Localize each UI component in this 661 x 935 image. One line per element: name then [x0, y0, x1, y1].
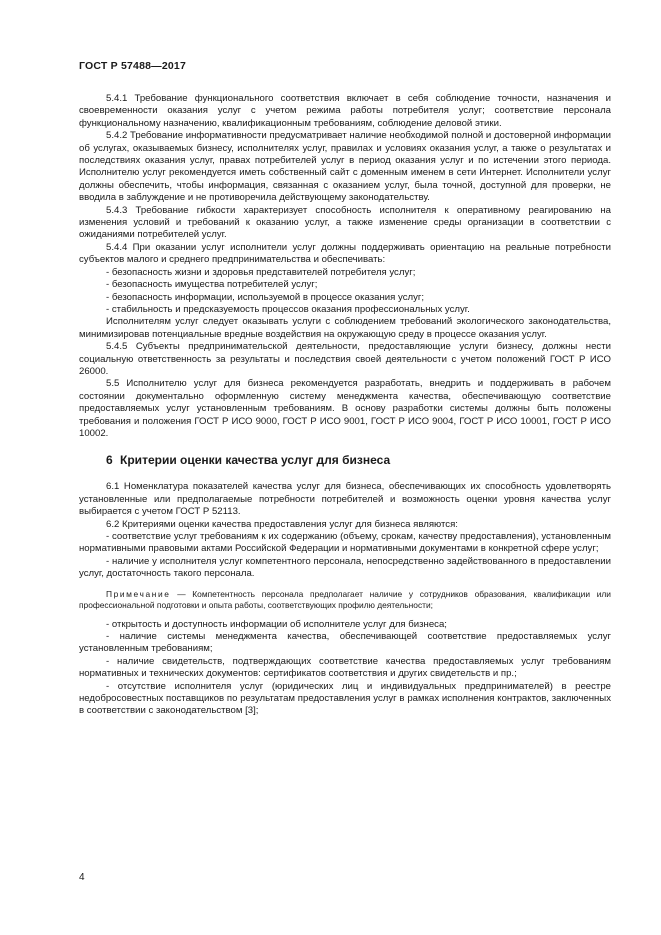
note-label: Примечание	[106, 588, 171, 599]
list-item: - отсутствие исполнителя услуг (юридических лиц и индивидуальных предпринимателей) в реестре недобросовестных поставщиков по результатам предоставления услуг в рамках исполнения контрактов, заключенных в соответствии с законодательством [3];	[79, 680, 611, 717]
list-item: - наличие свидетельств, подтверждающих соответствие качества предоставляемых услуг требованиям нормативных и технических документов: сертификатов соответствия и других свидетельств и пр.;	[79, 655, 611, 680]
page-number: 4	[79, 872, 85, 883]
list-item: - безопасность имущества потребителей услуг;	[106, 279, 318, 291]
note-text: — Компетентность персонала предполагает наличие у сотрудников образования, квалификации или профессиональной подготовки и опыта работы, соответствующих профилю деятельности;	[79, 588, 611, 610]
section-title: Критерии оценки качества услуг для бизнеса	[120, 453, 391, 468]
document-header: ГОСТ Р 57488—2017	[79, 60, 187, 72]
paragraph-ecology: Исполнителям услуг следует оказывать услуги с соблюдением требований экологического законодательства, минимизировав потенциальные вредные воздействия на окружающую среду в процессе оказания услуг.	[79, 316, 611, 340]
section-heading	[79, 453, 611, 467]
paragraph-5-4-3: 5.4.3 Требование гибкости характеризует способность исполнителя к оперативному реагированию на изменения условий и требований к оказанию услуг, а также изменение среды организации в соответствии с ожиданиями потребителей услуг.	[79, 204, 611, 241]
list-item: - стабильность и предсказуемость процессов оказания профессиональных услуг.	[106, 303, 470, 315]
paragraph-5-4-4: 5.4.4 При оказании услуг исполнители услуг должны поддерживать ориентацию на реальные потребности субъектов малого и среднего предпринимательства и обеспечивать:	[79, 241, 611, 266]
section-number: 6	[106, 453, 113, 468]
paragraph-5-4-5: 5.4.5 Субъекты предпринимательской деятельности, предоставляющие услуги бизнесу, должны нести социальную ответственность за результаты и последствия своей деятельности с учетом положений ГОСТ Р ИСО 26000.	[79, 341, 611, 377]
paragraph-5-4-2: 5.4.2 Требование информативности предусматривает наличие необходимой полной и достоверной информации об услугах, оказываемых бизнесу, исполнителях услуг, правилах и условиях оказания услуг, а также о результатах и последствиях оказания услуг, правах потребителей услуг в период оказания услуг и по истечении этого периода. Исполнителю услуг рекомендуется иметь собственный сайт с доменным именем в сети Интернет. Исполнители услуг должны обеспечить, чтобы информация, связанная с оказанием услуг, была точной, доступной для проверки, не вводила в заблуждение и не противоречила действующему законодательству.	[79, 130, 611, 204]
paragraph-5-4-1: 5.4.1 Требование функционального соответствия включает в себя соблюдение точности, назначения и своевременности оказания услуг с учетом режима работы потребителя услуг; соответствие персонала функциональному назначению, квалификационным требованиям, соблюдение деловой этики.	[79, 93, 611, 129]
list-item: - безопасность жизни и здоровья представителей потребителя услуг;	[106, 266, 416, 278]
list-item: - наличие системы менеджмента качества, обеспечивающей соответствие предоставляемых услуг установленным требованиям;	[79, 631, 611, 655]
list-item: - наличие у исполнителя услуг компетентного персонала, непосредственно задействованного в предоставлении услуг, достаточность такого персонала.	[79, 555, 611, 580]
paragraph-6-1: 6.1 Номенклатура показателей качества услуг для бизнеса, обеспечивающих их способность удовлетворять установленные или предполагаемые потребности потребителей и возможность оценки уровня качества услуг выбирается с учетом ГОСТ Р 52113.	[79, 481, 611, 518]
list-item: - соответствие услуг требованиям к их содержанию (объему, срокам, качеству предоставления), установленным нормативными правовыми актами Российской Федерации и нормативными документами в конкретной сфере услуг;	[79, 531, 611, 555]
list-item: - открытость и доступность информации об исполнителе услуг для бизнеса;	[106, 618, 447, 630]
paragraph-5-5: 5.5 Исполнителю услуг для бизнеса рекомендуется разработать, внедрить и поддерживать в рабочем состоянии документально оформленную систему менеджмента качества, обеспечивающую соответствие предоставляемых услуг установленным требованиям. В основу разработки системы должны быть положены требования и положения ГОСТ Р ИСО 9000, ГОСТ Р ИСО 9001, ГОСТ Р ИСО 9004, ГОСТ Р ИСО 10001, ГОСТ Р ИСО 10002.	[79, 378, 611, 439]
document-body	[79, 93, 611, 718]
list-item: - безопасность информации, используемой в процессе оказания услуг;	[106, 291, 425, 303]
paragraph-6-2: 6.2 Критериями оценки качества предоставления услуг для бизнеса являются:	[106, 518, 458, 530]
note	[79, 589, 611, 611]
